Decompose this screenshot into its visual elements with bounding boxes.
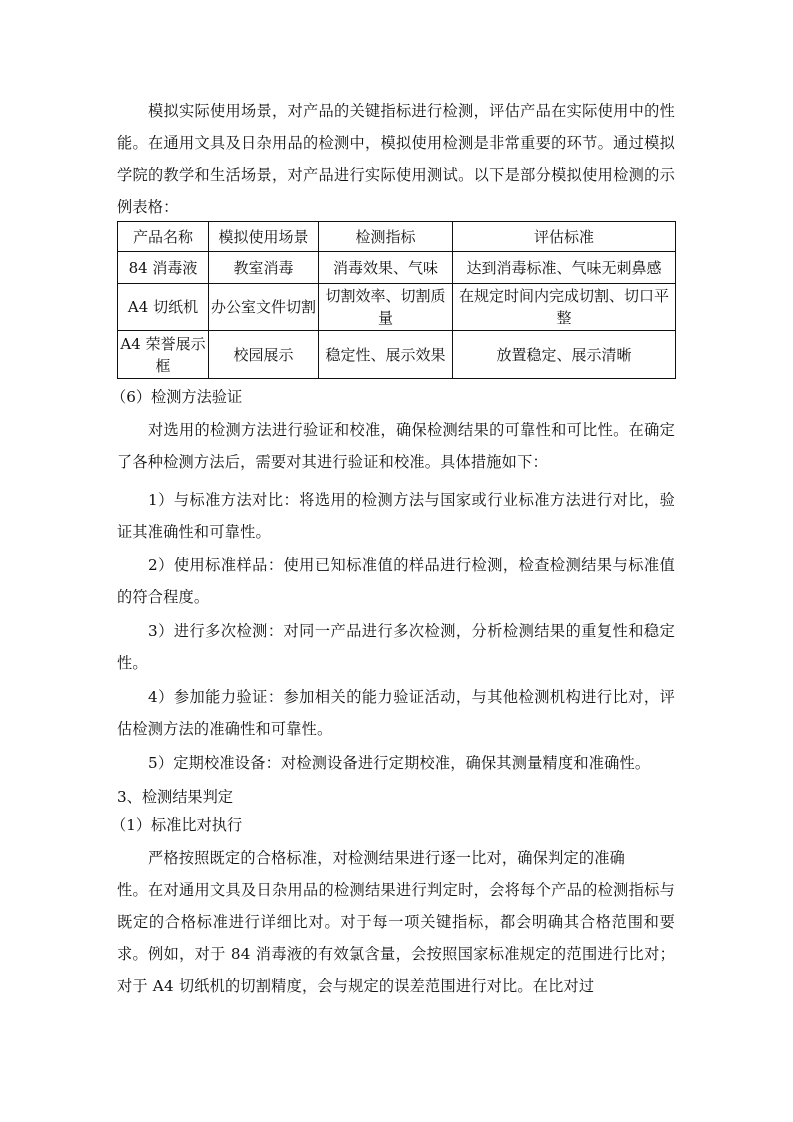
- table-cell: 稳定性、展示效果: [319, 331, 453, 379]
- table-cell: A4 切纸机: [118, 284, 209, 331]
- table-cell: 消毒效果、气味: [319, 252, 453, 284]
- method-item-1: 1）与标准方法对比：将选用的检测方法与国家或行业标准方法进行对比，验证其准确性和可靠性。: [117, 491, 675, 541]
- section3-paragraph-line1: 严格按照既定的合格标准，对检测结果进行逐一比对，确保判定的准确: [148, 849, 626, 867]
- table-cell: 校园展示: [209, 331, 319, 379]
- section3-paragraph: 性。在对通用文具及日杂用品的检测结果进行判定时，会将每个产品的检测指标与既定的合格标准进行详细比对。对于每一项关键指标，都会明确其合格范围和要求。例如，对于 84 消毒液的有效氯含量，会按照国家标准规定的范围进行比对；对于 A4 切纸机的切割精度，会与规定的误差范围进行对比。在比对过: [117, 881, 675, 995]
- table-row: [118, 252, 676, 284]
- table-header-cell: 模拟使用场景: [209, 222, 319, 252]
- method-item-5: 5）定期校准设备：对检测设备进行定期校准，确保其测量精度和准确性。: [148, 754, 651, 772]
- section6-intro: 对选用的检测方法进行验证和校准，确保检测结果的可靠性和可比性。在确定了各种检测方法后，需要对其进行验证和校准。具体措施如下：: [117, 421, 675, 471]
- table-cell: 在规定时间内完成切割、切口平整: [453, 284, 676, 331]
- subsection-heading-1: （1）标准比对执行: [111, 816, 243, 834]
- table-cell: 放置稳定、展示清晰: [453, 331, 676, 379]
- table-header-cell: 检测指标: [319, 222, 453, 252]
- table-cell: 84 消毒液: [118, 252, 209, 284]
- table-cell: 办公室文件切割: [209, 284, 319, 331]
- table-header-row: [118, 222, 676, 252]
- table-row: [118, 284, 676, 331]
- method-item-3: 3）进行多次检测：对同一产品进行多次检测，分析检测结果的重复性和稳定性。: [117, 622, 675, 672]
- table-header-cell: 评估标准: [453, 222, 676, 252]
- table-cell: 达到消毒标准、气味无刺鼻感: [453, 252, 676, 284]
- method-item-2: 2）使用标准样品：使用已知标准值的样品进行检测，检查检测结果与标准值的符合程度。: [117, 556, 675, 606]
- table-cell: A4 荣誉展示框: [118, 331, 209, 379]
- section-heading-6: （6）检测方法验证: [111, 388, 243, 406]
- method-item-4: 4）参加能力验证：参加相关的能力验证活动，与其他检测机构进行比对，评估检测方法的准确性和可靠性。: [117, 688, 675, 738]
- table-header-cell: 产品名称: [118, 222, 209, 252]
- intro-paragraph: 模拟实际使用场景，对产品的关键指标进行检测，评估产品在实际使用中的性能。在通用文具及日杂用品的检测中，模拟使用检测是非常重要的环节。通过模拟学院的教学和生活场景，对产品进行实际使用测试。以下是部分模拟使用检测的示例表格：: [117, 102, 675, 216]
- table-row: [118, 331, 676, 379]
- table-cell: 教室消毒: [209, 252, 319, 284]
- table-cell: 切割效率、切割质量: [319, 284, 453, 331]
- simulation-test-table: [117, 221, 676, 379]
- section-heading-3: 3、检测结果判定: [117, 788, 233, 806]
